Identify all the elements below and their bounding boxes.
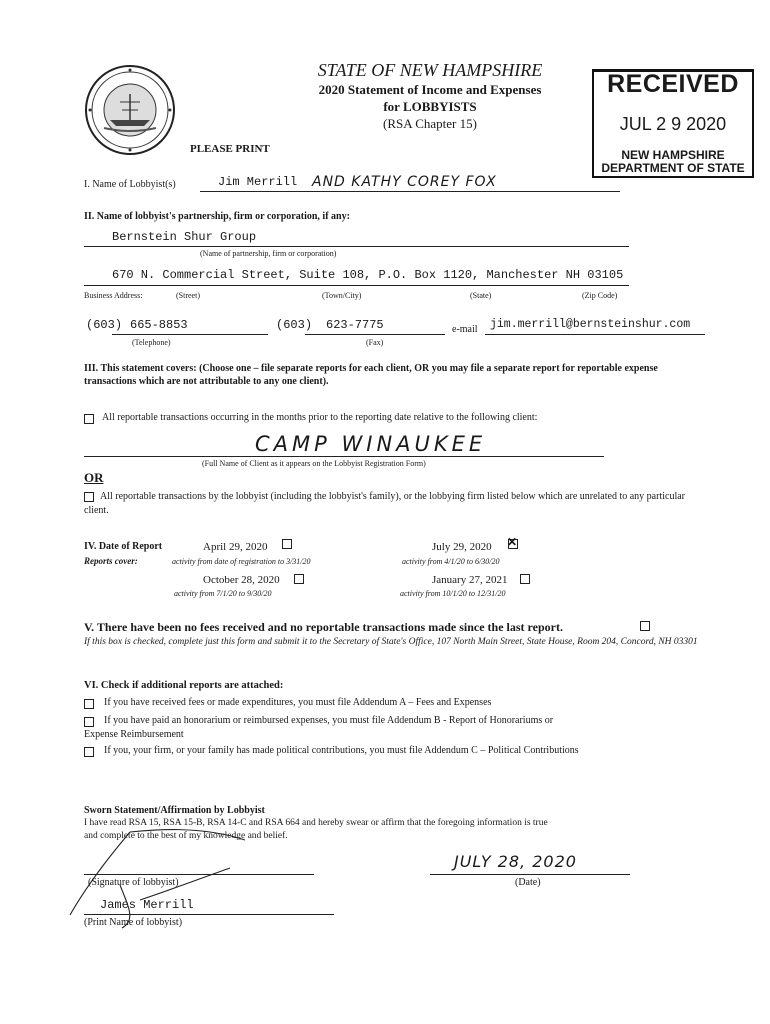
report-date-january: January 27, 2021 xyxy=(432,574,508,586)
firm-caption: (Name of partnership, firm or corporation) xyxy=(200,249,337,258)
addendum-a-checkbox[interactable] xyxy=(84,699,94,709)
received-stamp xyxy=(592,69,754,178)
sworn-label: Sworn Statement/Affirmation by Lobbyist xyxy=(84,805,265,816)
stamp-line1: NEW HAMPSHIRE xyxy=(621,148,725,162)
firm-name[interactable]: Bernstein Shur Group xyxy=(112,230,257,244)
client-caption: (Full Name of Client as it appears on the Lobbyist Registration Form) xyxy=(202,459,426,468)
signature-caption: (Signature of lobbyist) xyxy=(88,877,179,888)
email-label: e-mail xyxy=(452,324,478,335)
fax-line xyxy=(305,334,445,335)
section2-label: II. Name of lobbyist's partnership, firm or corporation, if any: xyxy=(84,211,350,222)
report-date-october-sub: activity from 7/1/20 to 9/30/20 xyxy=(174,589,272,598)
or-label: OR xyxy=(84,470,104,485)
lobbyist-name-handwritten[interactable]: AND KATHY COREY FOX xyxy=(312,174,497,190)
signature-date[interactable]: JULY 28, 2020 xyxy=(454,852,577,871)
fax-area-value: 603 xyxy=(283,318,305,332)
report-date-july-sub: activity from 4/1/20 to 6/30/20 xyxy=(402,557,500,566)
client-option-text: All reportable transactions occurring in the months prior to the reporting date relative to the following client: xyxy=(102,412,538,423)
report-date-october: October 28, 2020 xyxy=(203,574,280,586)
state-seal-icon xyxy=(84,64,176,156)
stamp-line2: DEPARTMENT OF STATE xyxy=(601,161,745,175)
lobbyist-name-line xyxy=(200,191,620,192)
fax-area-code[interactable]: (603) xyxy=(276,318,313,332)
section5-label: V. There have been no fees received and no reportable transactions made since the last report. xyxy=(84,620,563,634)
form-subtitle: 2020 Statement of Income and Expenses xyxy=(318,82,542,97)
client-option-checkbox[interactable] xyxy=(84,414,94,424)
caption-street: (Street) xyxy=(176,291,200,300)
date-line xyxy=(430,874,630,875)
phone-number[interactable]: 665-8853 xyxy=(130,318,188,332)
section6-label: VI. Check if additional reports are attached: xyxy=(84,680,284,691)
caption-business: Business Address: xyxy=(84,291,143,300)
caption-town: (Town/City) xyxy=(322,291,362,300)
report-date-april: April 29, 2020 xyxy=(203,541,268,553)
report-date-april-sub: activity from date of registration to 3/31/20 xyxy=(172,557,311,566)
reports-cover-label: Reports cover: xyxy=(84,556,138,566)
client-line xyxy=(84,456,604,457)
report-date-april-checkbox[interactable] xyxy=(282,539,292,549)
firm-line xyxy=(84,246,629,247)
section5-note: If this box is checked, complete just this form and submit it to the Secretary of State's Office, 107 North Main Street, State House, Room 204, Concord, NH 03301 xyxy=(84,637,698,647)
business-address[interactable]: 670 N. Commercial Street, Suite 108, P.O. Box 1120, Manchester NH 03105 xyxy=(112,268,624,282)
caption-zip: (Zip Code) xyxy=(582,291,618,300)
address-line xyxy=(84,285,629,286)
form-subtitle-3: (RSA Chapter 15) xyxy=(383,116,477,131)
stamp-received: RECEIVED xyxy=(607,70,739,98)
phone-area-code[interactable]: (603) xyxy=(86,318,123,332)
unrelated-option-text: All reportable transactions by the lobbyist (including the lobbyist's family), or the lobbying firm listed below which are unrelated to any particular client. xyxy=(84,491,685,516)
client-name[interactable]: CAMP WINAUKEE xyxy=(255,432,487,456)
report-date-july-check-icon: ✕ xyxy=(507,535,518,549)
sworn-text-2: and complete to the best of my knowledge and belief. xyxy=(84,831,288,841)
addendum-c-checkbox[interactable] xyxy=(84,747,94,757)
phone-line xyxy=(112,334,268,335)
print-name-caption: (Print Name of lobbyist) xyxy=(84,917,183,928)
report-date-january-sub: activity from 10/1/20 to 12/31/20 xyxy=(400,589,506,598)
date-caption: (Date) xyxy=(515,877,541,888)
no-activity-checkbox[interactable] xyxy=(640,621,650,631)
caption-fax: (Fax) xyxy=(366,338,384,347)
email-value[interactable]: jim.merrill@bernsteinshur.com xyxy=(490,318,691,331)
phone-area-value: 603 xyxy=(93,318,115,332)
print-name-line xyxy=(84,914,334,915)
section3-label: III. This statement covers: (Choose one – file separate reports for each client, OR you may file a separate report for reportable expense transactions which are not attributable to any one client). xyxy=(84,363,658,387)
addendum-b-text: If you have paid an honorarium or reimbursed expenses, you must file Addendum B - Report of Honorariums or xyxy=(104,715,554,726)
form-title: STATE OF NEW HAMPSHIRE xyxy=(317,60,543,80)
report-date-october-checkbox[interactable] xyxy=(294,574,304,584)
section4-label: IV. Date of Report xyxy=(84,541,163,552)
sworn-text: I have read RSA 15, RSA 15-B, RSA 14-C and RSA 664 and hereby swear or affirm that the foregoing information is true xyxy=(84,818,548,828)
form-subtitle-2: for LOBBYISTS xyxy=(383,99,477,114)
section1-label: I. Name of Lobbyist(s) xyxy=(84,179,176,190)
lobbyist-name-typed[interactable]: Jim Merrill xyxy=(218,175,298,189)
addendum-a-text: If you have received fees or made expenditures, you must file Addendum A – Fees and Expenses xyxy=(104,697,492,708)
email-line xyxy=(485,334,705,335)
printed-name[interactable]: James Merrill xyxy=(100,898,194,912)
stamp-date: JUL 2 9 2020 xyxy=(619,114,727,134)
addendum-c-text: If you, your firm, or your family has made political contributions, you must file Addendum C – Political Contributions xyxy=(104,745,579,756)
addendum-b-checkbox[interactable] xyxy=(84,717,94,727)
report-date-july: July 29, 2020 xyxy=(432,541,492,553)
please-print: PLEASE PRINT xyxy=(190,143,270,155)
signature-line xyxy=(84,874,314,875)
caption-state: (State) xyxy=(470,291,492,300)
fax-number[interactable]: 623-7775 xyxy=(326,318,384,332)
caption-telephone: (Telephone) xyxy=(132,338,171,347)
report-date-january-checkbox[interactable] xyxy=(520,574,530,584)
addendum-b-text-2: Expense Reimbursement xyxy=(84,729,184,740)
